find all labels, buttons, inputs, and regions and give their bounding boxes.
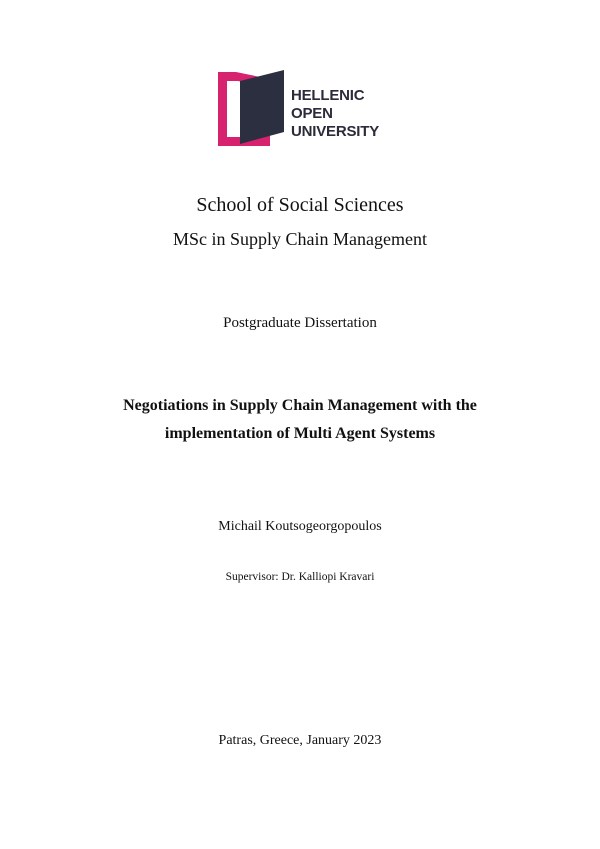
logo-wordmark xyxy=(291,87,379,141)
dissertation-title xyxy=(0,392,600,448)
university-logo xyxy=(218,70,388,146)
open-book-logo-icon xyxy=(218,70,284,146)
logo-line-hellenic: HELLENIC xyxy=(291,87,365,104)
supervisor-line: Supervisor: Dr. Kalliopi Kravari xyxy=(225,571,375,583)
school-name: School of Social Sciences xyxy=(196,194,404,216)
document-type: Postgraduate Dissertation xyxy=(223,315,377,331)
place-and-date: Patras, Greece, January 2023 xyxy=(218,733,382,748)
logo-line-university: UNIVERSITY xyxy=(291,123,380,140)
logo-line-open: OPEN xyxy=(291,105,333,122)
program-name: MSc in Supply Chain Management xyxy=(173,229,427,249)
author-name: Michail Koutsogeorgopoulos xyxy=(218,519,382,534)
title-line-2: implementation of Multi Agent Systems xyxy=(164,425,436,442)
title-line-1: Negotiations in Supply Chain Management with the xyxy=(123,397,477,414)
